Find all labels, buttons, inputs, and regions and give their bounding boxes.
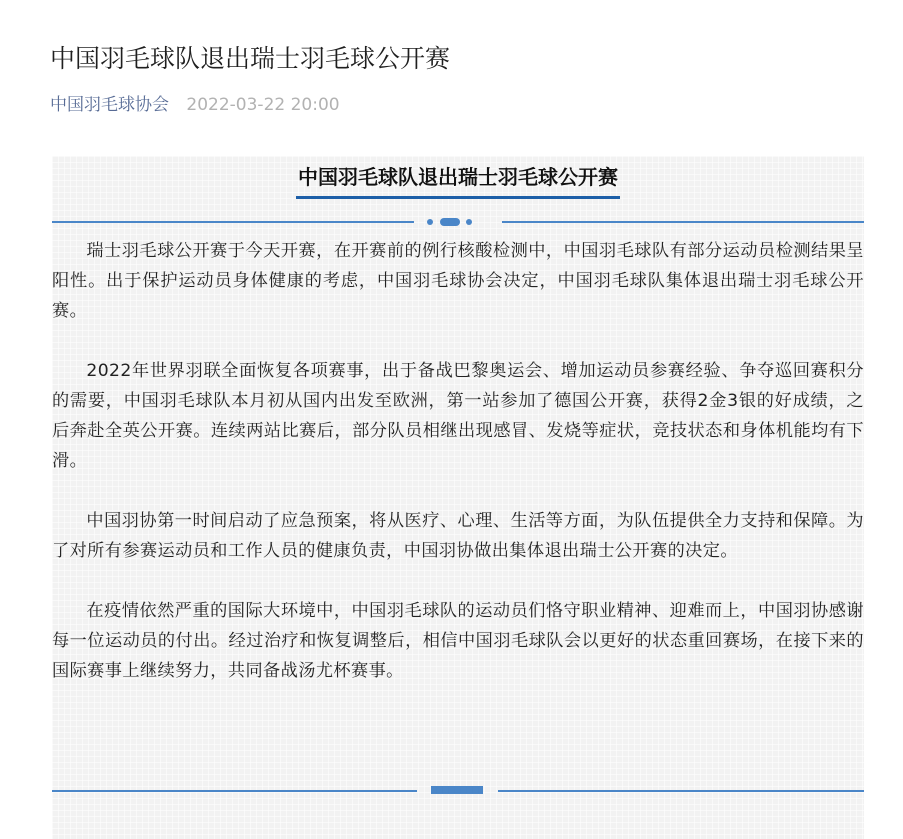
bottom-divider-block [431, 786, 483, 794]
divider-dot-right [466, 219, 472, 225]
top-divider [52, 216, 864, 228]
content-card [52, 156, 864, 839]
paragraph-2: 2022年世界羽联全面恢复各项赛事，出于备战巴黎奥运会、增加运动员参赛经验、争夺巡回赛积分的需要，中国羽毛球队本月初从国内出发至欧洲，第一站参加了德国公开赛，获得2金3银的好成绩，之后奔赴全英公开赛。连续两站比赛后，部分队员相继出现感冒、发烧等症状，竞技状态和身体机能均有下滑。 [52, 361, 864, 471]
divider-pill [440, 218, 460, 226]
paragraph-4: 在疫情依然严重的国际大环境中，中国羽毛球队的运动员们恪守职业精神、迎难而上，中国羽协感谢每一位运动员的付出。经过治疗和恢复调整后，相信中国羽毛球队会以更好的状态重回赛场，在接下来的国际赛事上继续努力，共同备战汤尤杯赛事。 [52, 601, 864, 681]
bottom-divider-line-left [52, 790, 417, 792]
box-title: 中国羽毛球队退出瑞士羽毛球公开赛 [296, 162, 620, 199]
article-body [52, 236, 864, 716]
publish-time: 2022-03-22 20:00 [186, 95, 340, 115]
article-title: 中国羽毛球队退出瑞士羽毛球公开赛 [50, 44, 451, 73]
paragraph-3: 中国羽协第一时间启动了应急预案，将从医疗、心理、生活等方面，为队伍提供全力支持和保障。为了对所有参赛运动员和工作人员的健康负责，中国羽协做出集体退出瑞士公开赛的决定。 [52, 511, 864, 561]
article-meta [50, 94, 340, 116]
paragraph-1: 瑞士羽毛球公开赛于今天开赛，在开赛前的例行核酸检测中，中国羽毛球队有部分运动员检测结果呈阳性。出于保护运动员身体健康的考虑，中国羽毛球协会决定，中国羽毛球队集体退出瑞士羽毛球公开赛。 [52, 241, 864, 321]
author-link[interactable]: 中国羽毛球协会 [50, 95, 169, 115]
box-title-wrap [52, 162, 864, 199]
bottom-divider-line-right [498, 790, 864, 792]
divider-line-right [502, 221, 864, 223]
divider-line-left [52, 221, 414, 223]
divider-dot-left [427, 219, 433, 225]
bottom-divider [52, 786, 864, 796]
